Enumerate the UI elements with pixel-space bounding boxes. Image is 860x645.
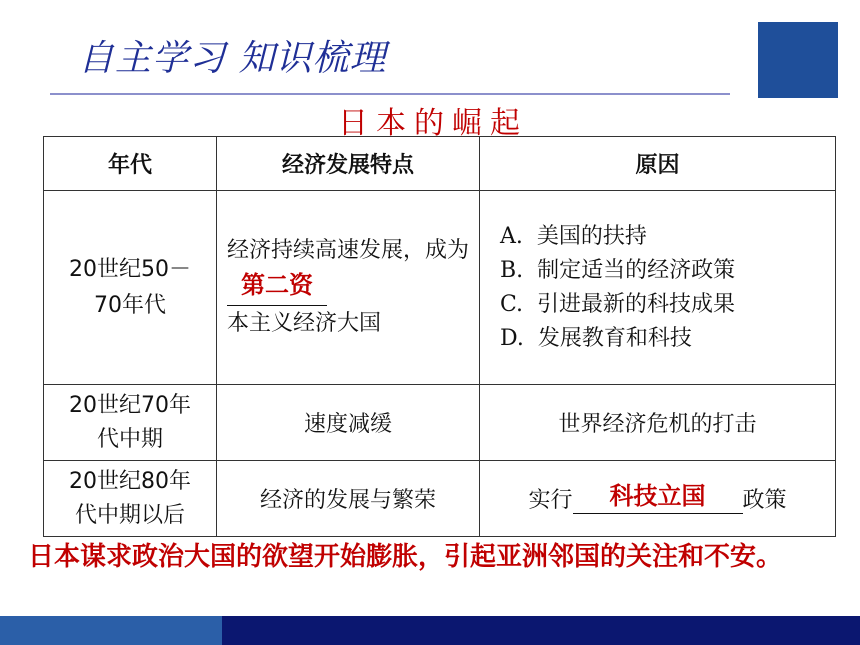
- header-feature: 经济发展特点: [217, 137, 480, 191]
- feature-cell: 经济的发展与繁荣: [217, 461, 480, 537]
- answer-blank: [573, 482, 743, 514]
- feature-cell: 速度减缓: [217, 385, 480, 461]
- header-reason: 原因: [480, 137, 836, 191]
- conclusion-note: 日本谋求政治大国的欲望开始膨胀，引起亚洲邻国的关注和不安。: [28, 542, 783, 572]
- list-item: C. 引进最新的科技成果: [500, 291, 736, 317]
- list-item: B. 制定适当的经济政策: [500, 257, 736, 283]
- table-row: [44, 385, 836, 461]
- list-item: A. 美国的扶持: [500, 223, 647, 249]
- corner-decoration: [758, 22, 838, 98]
- header-period: 年代: [44, 137, 217, 191]
- answer-text: 第二资: [241, 271, 313, 299]
- table-row: [44, 461, 836, 537]
- table-row: [44, 191, 836, 385]
- section-subtitle: 日本的崛起: [338, 106, 528, 141]
- reason-text-1: 实行: [528, 488, 573, 513]
- feature-text-2: 本主义经济大国: [227, 311, 382, 336]
- feature-cell: [217, 191, 480, 385]
- feature-text-1: 经济持续高速发展，成为: [227, 238, 470, 263]
- period-text: 20世纪50－70年代: [69, 256, 191, 318]
- footer-bar-right: [222, 616, 860, 645]
- period-cell: [44, 191, 217, 385]
- answer-blank: [227, 269, 327, 306]
- period-text: 20世纪80年代中期以后: [69, 468, 191, 528]
- reason-cell: 世界经济危机的打击: [480, 385, 836, 461]
- footer-bar-left: [0, 616, 222, 645]
- japan-rise-table: [43, 136, 836, 537]
- list-item: D. 发展教育和科技: [500, 325, 692, 351]
- period-cell: [44, 385, 217, 461]
- reason-cell: [480, 461, 836, 537]
- period-cell: [44, 461, 217, 537]
- reason-text-2: 政策: [742, 488, 787, 513]
- reason-list: [480, 220, 835, 356]
- answer-text: 科技立国: [609, 482, 706, 510]
- page-title: 自主学习 知识梳理: [78, 38, 387, 79]
- title-divider: [50, 93, 730, 95]
- table-header-row: [44, 137, 836, 191]
- reason-cell: [480, 191, 836, 385]
- period-text: 20世纪70年代中期: [69, 392, 191, 452]
